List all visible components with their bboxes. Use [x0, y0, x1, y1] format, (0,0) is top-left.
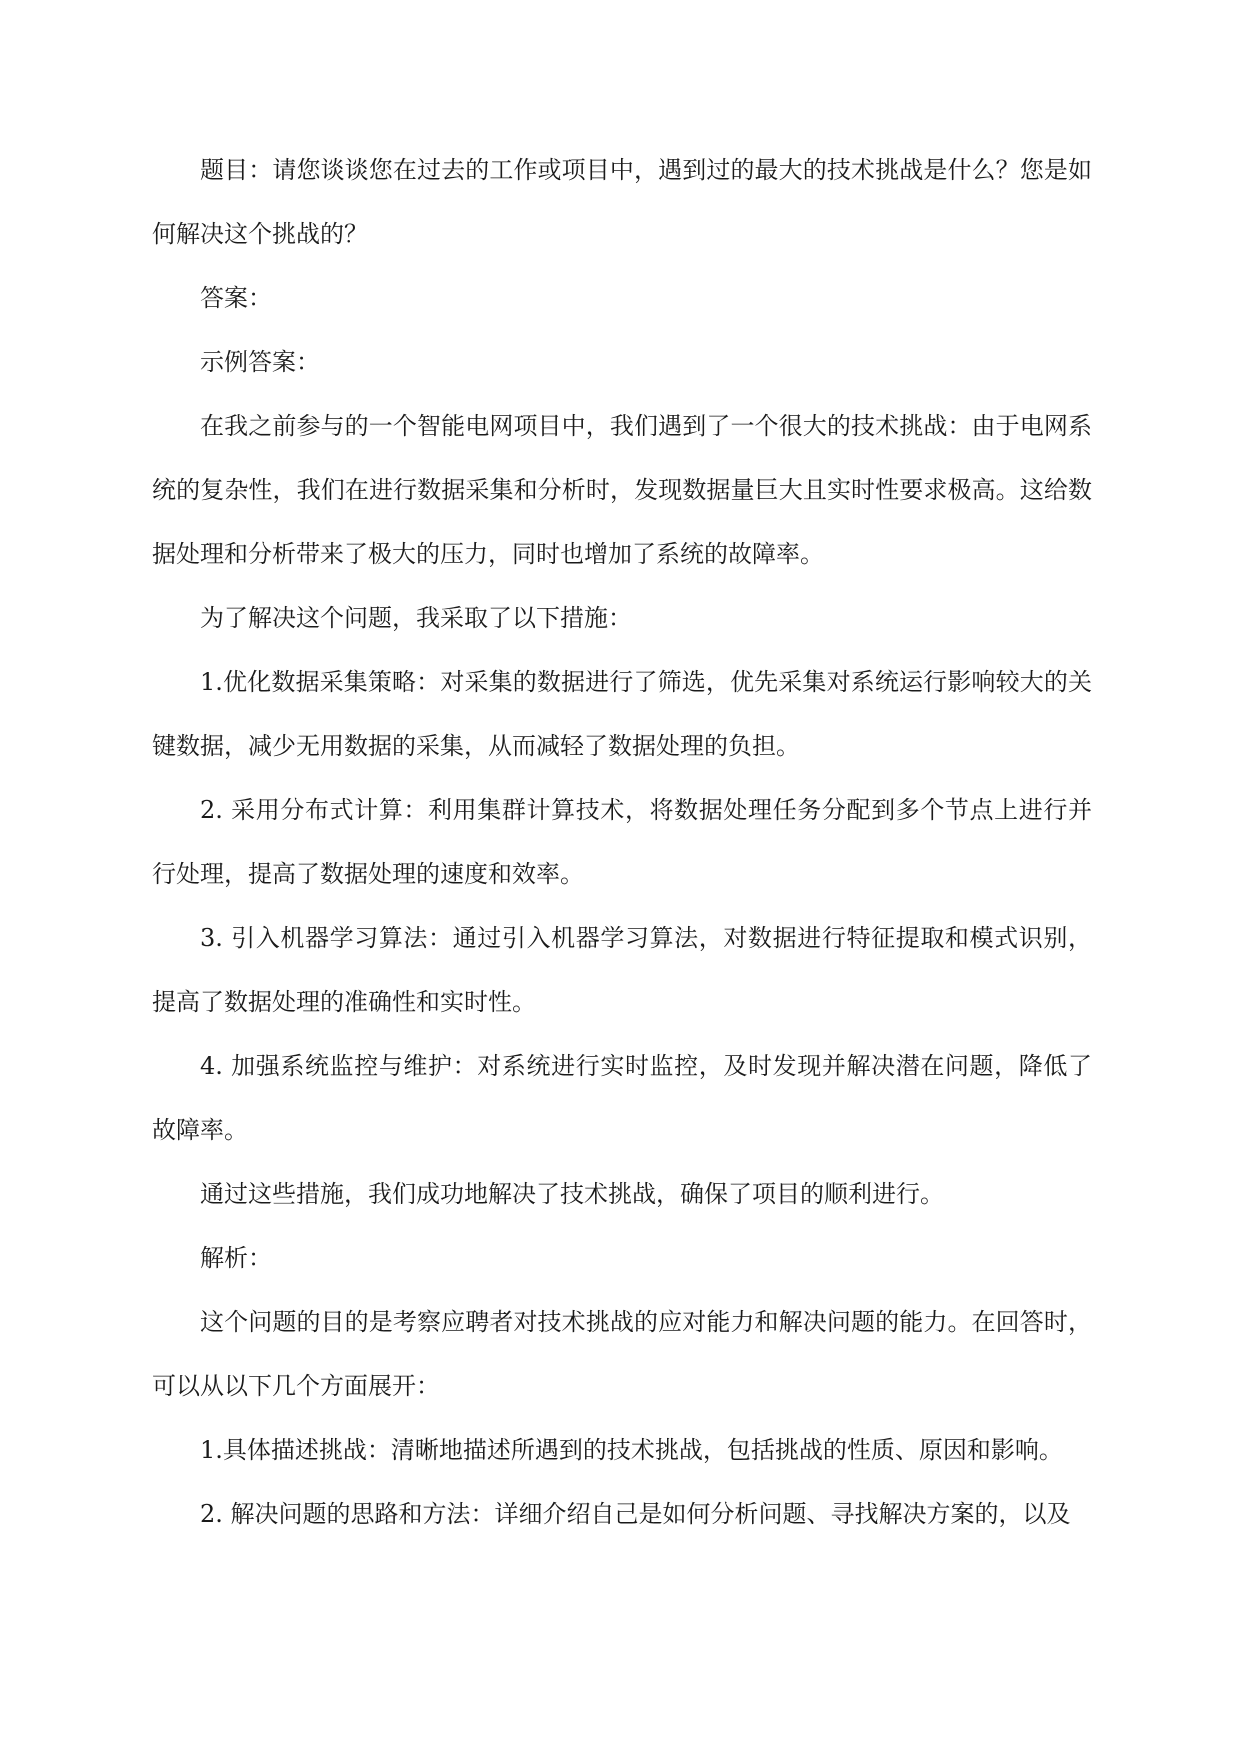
example-answer-heading: 示例答案：	[200, 348, 320, 376]
measure-item-4: 4. 加强系统监控与维护：对系统进行实时监控，及时发现并解决潜在问题，降低了故障率。	[152, 1052, 1092, 1144]
conclusion-paragraph: 通过这些措施，我们成功地解决了技术挑战，确保了项目的顺利进行。	[200, 1180, 944, 1208]
measures-intro-paragraph: 为了解决这个问题，我采取了以下措施：	[200, 604, 632, 632]
challenge-description-paragraph: 在我之前参与的一个智能电网项目中，我们遇到了一个很大的技术挑战：由于电网系统的复杂性，我们在进行数据采集和分析时，发现数据量巨大且实时性要求极高。这给数据处理和分析带来了极大的压力，同时也增加了系统的故障率。	[152, 412, 1092, 568]
measure-item-1: 1.优化数据采集策略：对采集的数据进行了筛选，优先采集对系统运行影响较大的关键数据，减少无用数据的采集，从而减轻了数据处理的负担。	[152, 668, 1092, 760]
question-paragraph: 题目：请您谈谈您在过去的工作或项目中，遇到过的最大的技术挑战是什么？您是如何解决这个挑战的？	[152, 156, 1092, 248]
document-body	[152, 138, 1092, 1546]
analysis-heading: 解析：	[200, 1244, 272, 1272]
measure-item-3: 3. 引入机器学习算法：通过引入机器学习算法，对数据进行特征提取和模式识别，提高了数据处理的准确性和实时性。	[152, 924, 1092, 1016]
answer-heading: 答案：	[200, 284, 272, 312]
analysis-item-1: 1.具体描述挑战：清晰地描述所遇到的技术挑战，包括挑战的性质、原因和影响。	[200, 1436, 1063, 1464]
measure-item-2: 2. 采用分布式计算：利用集群计算技术，将数据处理任务分配到多个节点上进行并行处理，提高了数据处理的速度和效率。	[152, 796, 1092, 888]
analysis-item-2: 2. 解决问题的思路和方法：详细介绍自己是如何分析问题、寻找解决方案的，以及	[200, 1500, 1071, 1528]
analysis-paragraph: 这个问题的目的是考察应聘者对技术挑战的应对能力和解决问题的能力。在回答时，可以从以下几个方面展开：	[152, 1308, 1092, 1400]
